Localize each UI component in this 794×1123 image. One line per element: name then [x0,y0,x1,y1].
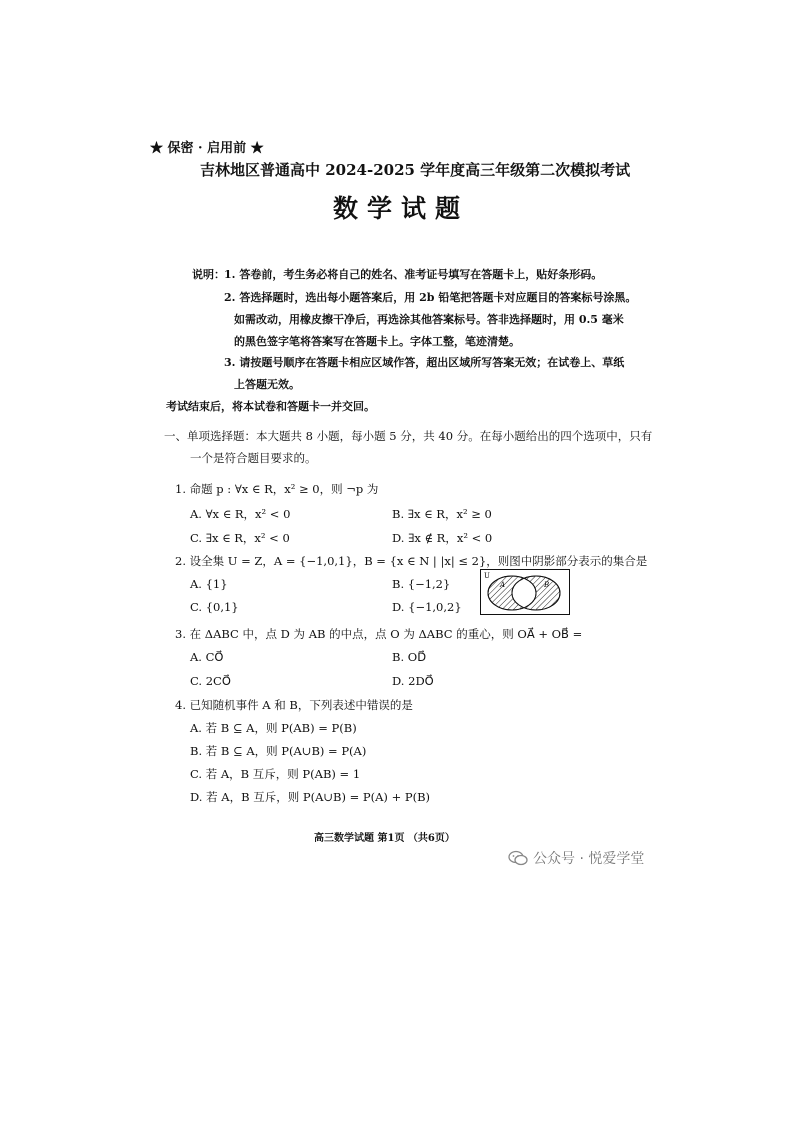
question-4-option-d: D. 若 A，B 互斥，则 P(A∪B) = P(A) + P(B) [190,790,431,804]
question-4-option-b: B. 若 B ⊆ A，则 P(A∪B) = P(A) [190,744,367,758]
instruction-item: 上答题无效。 [234,378,300,391]
question-4-option-c: C. 若 A，B 互斥，则 P(AB) = 1 [190,767,361,781]
question-2-option-a: A. {1} [190,577,228,591]
venn-b-label: B [544,581,550,589]
question-3-option-c: C. 2CO⃗ [190,674,231,688]
section-heading: 一、单项选择题：本大题共 8 小题，每小题 5 分，共 40 分。在每小题给出的四个选项中，只有 [164,429,653,443]
question-3-option-a: A. CO⃗ [190,650,224,664]
watermark [508,848,644,868]
exam-subtitle: 吉林地区普通高中 2024-2025 学年度高三年级第二次模拟考试 [200,161,631,179]
instruction-item: 2. 答选择题时，选出每小题答案后，用 2b 铅笔把答题卡对应题目的答案标号涂黑。 [224,291,637,304]
instruction-item: 如需改动，用橡皮擦干净后，再选涂其他答案标号。答非选择题时，用 0.5 毫米 [234,313,624,326]
question-2-option-c: C. {0,1} [190,600,239,614]
confidential-label: ★ 保密 · 启用前 ★ [150,141,264,156]
question-1-option-d: D. ∃x ∉ R，x² < 0 [392,531,493,545]
question-1-stem: 1. 命题 p : ∀x ∈ R，x² ≥ 0，则 ¬p 为 [175,482,379,496]
question-2-option-b: B. {−1,2} [392,577,451,591]
question-4-stem: 4. 已知随机事件 A 和 B，下列表述中错误的是 [175,698,413,712]
instructions-closing: 考试结束后，将本试卷和答题卡一并交回。 [166,400,375,413]
instruction-item: 的黑色签字笔将答案写在答题卡上。字体工整，笔迹清楚。 [234,335,520,348]
question-1-option-b: B. ∃x ∈ R，x² ≥ 0 [392,507,492,521]
question-1-option-a: A. ∀x ∈ R，x² < 0 [190,507,291,521]
watermark-text: 公众号 · 悦爱学堂 [533,851,645,867]
question-1-option-c: C. ∃x ∈ R，x² < 0 [190,531,290,545]
page-title: 数学试题 [333,194,470,223]
instruction-item: 1. 答卷前，考生务必将自己的姓名、准考证号填写在答题卡上，贴好条形码。 [224,268,603,281]
venn-diagram [480,569,570,615]
question-2-option-d: D. {−1,0,2} [392,600,462,614]
instructions-label: 说明： [192,268,225,281]
page-footer: 高三数学试题 第1页 （共6页） [314,833,455,844]
question-4-option-a: A. 若 B ⊆ A，则 P(AB) = P(B) [190,721,357,735]
venn-u-label: U [484,572,490,580]
question-3-stem: 3. 在 ΔABC 中，点 D 为 AB 的中点，点 O 为 ΔABC 的重心，则 OA⃗ + OB⃗ = [175,627,583,641]
wechat-icon [508,850,528,866]
venn-a-label: A [500,581,506,589]
question-2-stem: 2. 设全集 U = Z，A = {−1,0,1}，B = {x ∈ N | |x| ≤ 2}，则图中阴影部分表示的集合是 [175,554,648,568]
question-3-option-d: D. 2DO⃗ [392,674,434,688]
section-heading-cont: 一个是符合题目要求的。 [190,451,317,465]
question-3-option-b: B. OD⃗ [392,650,427,664]
instruction-item: 3. 请按题号顺序在答题卡相应区域作答，超出区域所写答案无效；在试卷上、草纸 [224,356,625,369]
